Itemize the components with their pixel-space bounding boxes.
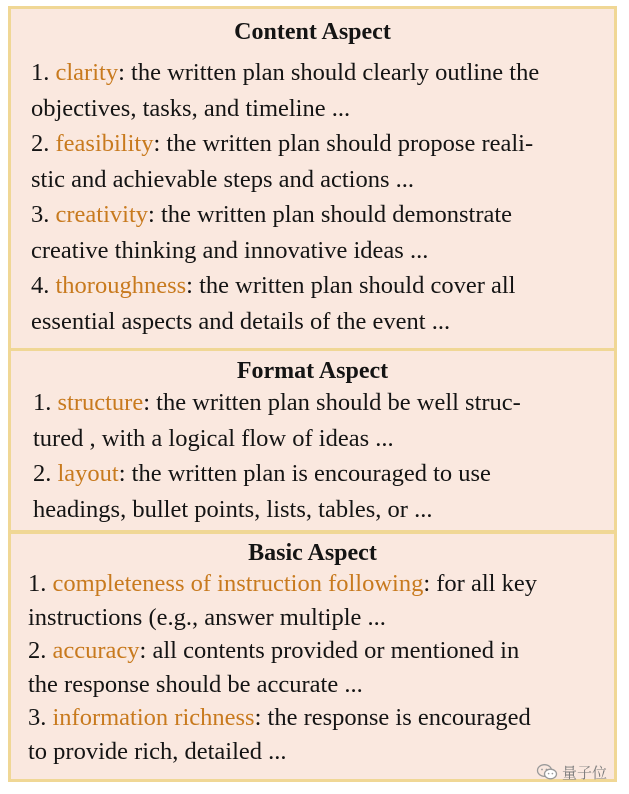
- keyword: creativity: [55, 201, 149, 228]
- list-item: 2. feasibility: the written plan should propose reali- stic and achievable steps and actions ...: [31, 130, 534, 193]
- content-aspect-title: Content Aspect: [234, 19, 391, 45]
- list-item: 2. accuracy: all contents provided or mentioned in the response should be accurate ...: [28, 637, 520, 698]
- keyword: completeness of instruction following: [52, 570, 424, 597]
- list-item: 1. completeness of instruction following: for all key instructions (e.g., answer multiple ...: [28, 570, 537, 631]
- basic-aspect-box: [8, 531, 617, 782]
- keyword: information richness: [52, 704, 255, 732]
- format-aspect-title: Format Aspect: [236, 358, 389, 384]
- list-item: 3. information richness: the response is encouraged to provide rich, detailed ...: [28, 704, 531, 765]
- keyword: clarity: [55, 59, 119, 86]
- content-aspect-box: [8, 6, 617, 351]
- list-item: 3. creativity: the written plan should demonstrate creative thinking and innovative ideas ...: [31, 201, 513, 264]
- keyword: layout: [57, 460, 119, 487]
- format-aspect-list: [11, 385, 614, 527]
- watermark: [536, 761, 607, 783]
- basic-aspect-title: Basic Aspect: [248, 540, 377, 566]
- list-item: 2. layout: the written plan is encouraged to use headings, bullet points, lists, tables, or ...: [33, 460, 491, 523]
- list-item: 1. clarity: the written plan should clearly outline the objectives, tasks, and timeline ...: [31, 59, 540, 122]
- keyword: feasibility: [55, 130, 154, 157]
- watermark-text: 量子位: [561, 763, 607, 782]
- wechat-icon: [536, 763, 558, 781]
- content-aspect-list: [11, 55, 614, 339]
- basic-aspect-list: [11, 567, 614, 769]
- format-aspect-box: [8, 348, 617, 533]
- keyword: structure: [57, 389, 144, 416]
- keyword: thoroughness: [55, 272, 187, 299]
- keyword: accuracy: [52, 637, 140, 665]
- list-item: 4. thoroughness: the written plan should cover all essential aspects and details of the event ...: [31, 272, 516, 335]
- list-item: 1. structure: the written plan should be well struc- tured , with a logical flow of ideas ...: [33, 389, 521, 452]
